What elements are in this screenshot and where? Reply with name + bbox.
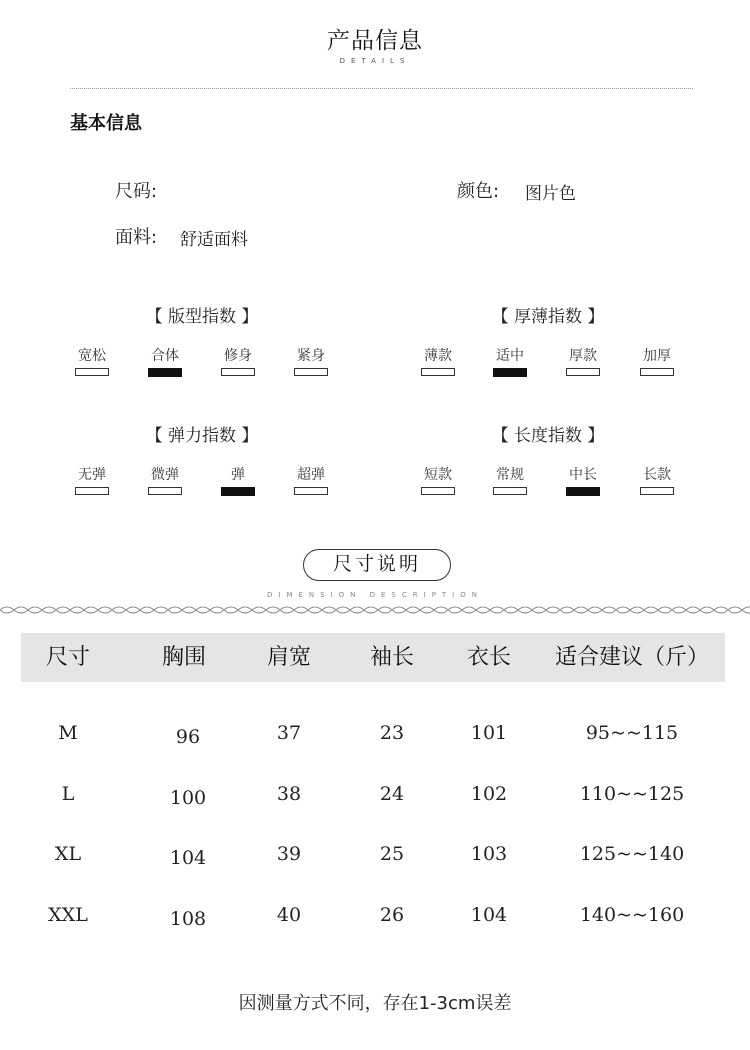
size-label-cell: M [58, 722, 78, 744]
thickness-option-label: 适中 [496, 348, 524, 364]
table-cell: 25 [379, 843, 405, 865]
fit-index-title: 【 版型指数 】 [145, 307, 259, 327]
size-label-cell: XXL [48, 904, 88, 926]
table-header-cell: 适合建议（斤） [554, 645, 709, 670]
length-option-label: 常规 [496, 467, 524, 483]
length-index-title: 【 长度指数 】 [491, 426, 605, 446]
color-value: 图片色 [525, 184, 576, 204]
thickness-option-label: 加厚 [643, 348, 671, 364]
thickness-option-label: 薄款 [424, 348, 452, 364]
fit-option-label: 合体 [151, 348, 179, 364]
table-cell: 102 [470, 783, 508, 805]
elasticity-option-label: 超弹 [297, 467, 325, 483]
elasticity-option-label: 无弹 [78, 467, 106, 483]
thickness-option-label: 厚款 [569, 348, 597, 364]
table-cell: 39 [276, 843, 302, 865]
table-cell: 100 [169, 787, 207, 809]
measurement-footnote: 因测量方式不同，存在1-3cm误差 [238, 993, 512, 1014]
elasticity-option-label: 微弹 [151, 467, 179, 483]
length-option-label: 短款 [424, 467, 452, 483]
dimension-title: 尺寸说明 [303, 549, 451, 581]
elasticity-index-title: 【 弹力指数 】 [145, 426, 259, 446]
table-cell: 26 [379, 904, 405, 926]
table-header-cell: 胸围 [161, 645, 206, 670]
table-cell: 95~~115 [585, 722, 679, 744]
table-cell: 24 [379, 783, 405, 805]
thickness-index-title: 【 厚薄指数 】 [491, 307, 605, 327]
size-label-cell: L [61, 783, 75, 805]
table-cell: 110~~125 [579, 783, 685, 805]
table-cell: 104 [470, 904, 508, 926]
table-header-cell: 袖长 [369, 645, 414, 670]
color-key: 颜色: [457, 181, 500, 202]
page-subtitle: DETAILS [339, 57, 411, 65]
elasticity-option-label: 弹 [231, 467, 245, 483]
table-header-cell: 衣长 [466, 645, 511, 670]
table-header-cell: 尺寸 [45, 645, 90, 670]
table-cell: 104 [169, 847, 207, 869]
table-cell: 38 [276, 783, 302, 805]
size-key: 尺码: [115, 181, 158, 202]
table-cell: 23 [379, 722, 405, 744]
table-cell: 103 [470, 843, 508, 865]
dimension-subtitle: DIMENSION DESCRIPTION [266, 591, 483, 599]
length-option-label: 长款 [643, 467, 671, 483]
length-option-label: 中长 [569, 467, 597, 483]
table-cell: 37 [276, 722, 302, 744]
size-label-cell: XL [54, 843, 82, 865]
table-cell: 108 [169, 908, 207, 930]
page-title: 产品信息 [327, 28, 423, 54]
table-cell: 140~~160 [579, 904, 685, 926]
fabric-value: 舒适面料 [180, 230, 248, 250]
table-cell: 40 [276, 904, 302, 926]
table-header-cell: 肩宽 [266, 645, 311, 670]
table-cell: 125~~140 [579, 843, 685, 865]
fabric-key: 面料: [115, 227, 158, 248]
fit-option-label: 修身 [224, 348, 252, 364]
fit-option-label: 宽松 [78, 348, 106, 364]
table-cell: 96 [175, 726, 201, 748]
basic-info-heading: 基本信息 [70, 113, 142, 134]
table-cell: 101 [470, 722, 508, 744]
fit-option-label: 紧身 [297, 348, 325, 364]
